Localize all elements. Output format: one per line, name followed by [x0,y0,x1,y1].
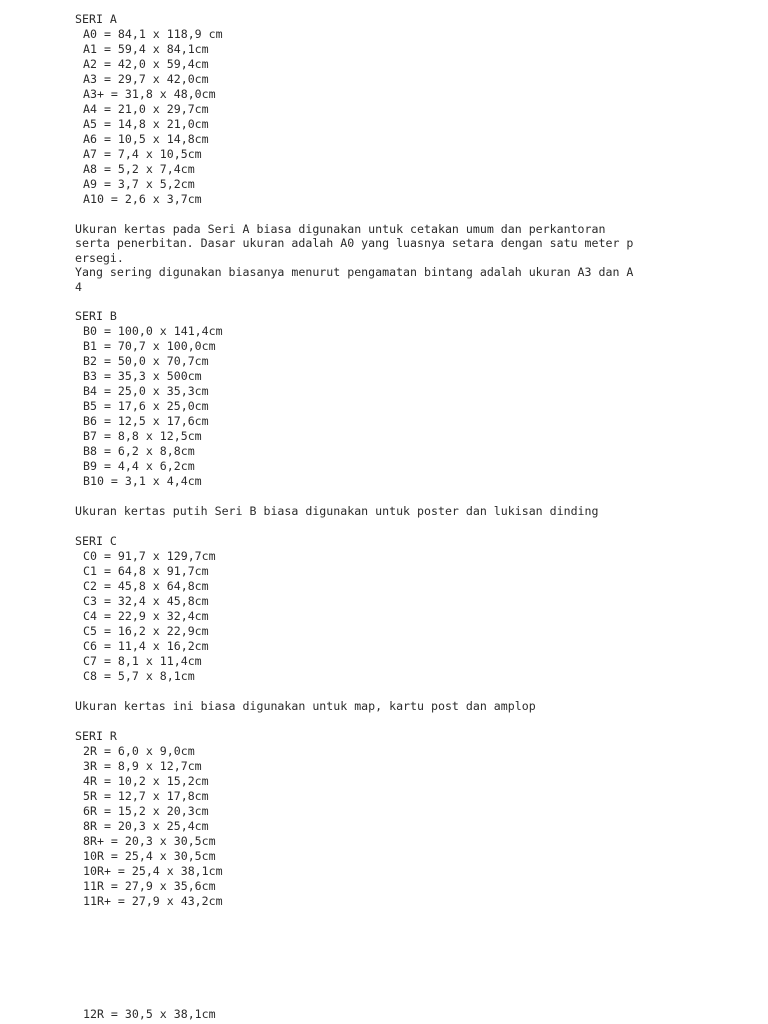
description-line: ersegi. [75,250,124,265]
section-heading: SERI C [75,534,117,549]
size-line: 2R = 6,0 x 9,0cm [83,744,195,759]
size-line: B6 = 12,5 x 17,6cm [83,414,209,429]
size-line: A2 = 42,0 x 59,4cm [83,57,209,71]
section-description: Ukuran kertas putih Seri B biasa digunakan untuk poster dan lukisan dinding [75,504,599,519]
size-line: A10 = 2,6 x 3,7cm [83,192,202,206]
section-seri-c [75,534,695,714]
description-line: Yang sering digunakan biasanya menurut pengamatan bintang adalah ukuran A3 dan A [75,265,634,280]
size-line: 5R = 12,7 x 17,8cm [83,789,209,804]
size-line: B5 = 17,6 x 25,0cm [83,399,209,414]
size-line: A9 = 3,7 x 5,2cm [83,177,195,191]
size-line: B0 = 100,0 x 141,4cm [83,324,223,339]
size-line: 8R = 20,3 x 25,4cm [83,819,209,834]
spacer [75,519,695,534]
size-line: C5 = 16,2 x 22,9cm [83,624,209,639]
spacer [75,489,695,504]
section-description [75,222,695,294]
size-line: C0 = 91,7 x 129,7cm [83,549,216,564]
description-line: 4 [75,279,82,294]
size-line: 6R = 15,2 x 20,3cm [83,804,209,819]
spacer [75,714,695,729]
size-line: C3 = 32,4 x 45,8cm [83,594,209,609]
section-heading: SERI A [75,12,117,26]
document-page [75,12,695,909]
size-line: B7 = 8,8 x 12,5cm [83,429,202,444]
size-line: A7 = 7,4 x 10,5cm [83,147,202,161]
size-line: 10R+ = 25,4 x 38,1cm [83,864,223,879]
size-line: A3+ = 31,8 x 48,0cm [83,87,216,101]
size-line: C1 = 64,8 x 91,7cm [83,564,209,579]
size-line: C7 = 8,1 x 11,4cm [83,654,202,669]
size-line: 4R = 10,2 x 15,2cm [83,774,209,789]
spacer [75,294,695,309]
size-line: 12R = 30,5 x 38,1cm [83,1007,216,1021]
size-line: 11R = 27,9 x 35,6cm [83,879,216,894]
size-line: B2 = 50,0 x 70,7cm [83,354,209,369]
size-line: 3R = 8,9 x 12,7cm [83,759,202,774]
section-heading: SERI B [75,309,117,324]
size-line: C6 = 11,4 x 16,2cm [83,639,209,654]
size-line: B3 = 35,3 x 500cm [83,369,202,384]
section-seri-r [75,729,695,909]
description-line: serta penerbitan. Dasar ukuran adalah A0 yang luasnya setara dengan satu meter p [75,236,634,251]
size-line: B4 = 25,0 x 35,3cm [83,384,209,399]
size-line: B9 = 4,4 x 6,2cm [83,459,195,474]
section-seri-b [75,309,695,519]
size-line: 11R+ = 27,9 x 43,2cm [83,894,223,909]
size-line: B8 = 6,2 x 8,8cm [83,444,195,459]
spacer [75,684,695,699]
size-line: B10 = 3,1 x 4,4cm [83,474,202,489]
size-line: C4 = 22,9 x 32,4cm [83,609,209,624]
size-line: A0 = 84,1 x 118,9 cm [83,27,223,41]
description-line: Ukuran kertas pada Seri A biasa digunakan untuk cetakan umum dan perkantoran [75,222,606,236]
size-line: C8 = 5,7 x 8,1cm [83,669,195,684]
section-heading: SERI R [75,729,117,744]
size-line: A3 = 29,7 x 42,0cm [83,72,209,86]
size-line: C2 = 45,8 x 64,8cm [83,579,209,594]
section-seri-a [75,12,695,294]
size-line: A4 = 21,0 x 29,7cm [83,102,209,116]
size-line: A6 = 10,5 x 14,8cm [83,132,209,146]
size-line: B1 = 70,7 x 100,0cm [83,339,216,354]
size-line: A8 = 5,2 x 7,4cm [83,162,195,176]
size-line: A1 = 59,4 x 84,1cm [83,42,209,56]
size-line: 10R = 25,4 x 30,5cm [83,849,216,864]
size-line: 8R+ = 20,3 x 30,5cm [83,834,216,849]
section-description: Ukuran kertas ini biasa digunakan untuk map, kartu post dan amplop [75,699,536,714]
size-line: A5 = 14,8 x 21,0cm [83,117,209,131]
